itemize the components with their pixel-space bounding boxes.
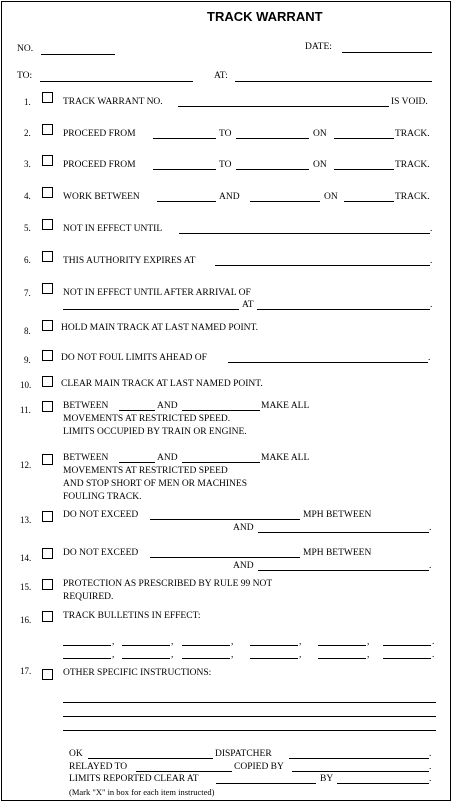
- item-number: 3.: [24, 159, 31, 169]
- item-text: MPH BETWEEN: [303, 548, 372, 558]
- bulletin-field[interactable]: [383, 645, 431, 646]
- item-number: 8.: [24, 326, 31, 336]
- instructions-line[interactable]: [63, 716, 436, 717]
- item-6-checkbox[interactable]: [42, 251, 53, 262]
- warrant-number-field[interactable]: [178, 106, 389, 107]
- item-text: .: [430, 256, 433, 266]
- dispatcher-label: DISPATCHER: [215, 749, 272, 759]
- item-text: BETWEEN: [63, 453, 109, 463]
- ok-field[interactable]: [88, 758, 213, 759]
- item-9-checkbox[interactable]: [42, 350, 53, 361]
- limits-field[interactable]: [216, 783, 316, 784]
- item-text: ON: [313, 129, 327, 139]
- no-field[interactable]: [41, 54, 115, 55]
- item-7-checkbox[interactable]: [42, 283, 53, 294]
- item-text: AND: [233, 561, 254, 571]
- expires-field[interactable]: [215, 265, 430, 266]
- bulletin-separator: .: [432, 637, 435, 647]
- item-text: DO NOT EXCEED: [63, 548, 139, 558]
- arrival-of-field[interactable]: [63, 309, 239, 310]
- bulletin-field[interactable]: [250, 645, 298, 646]
- between-field[interactable]: [119, 410, 155, 411]
- item-number: 9.: [24, 355, 31, 365]
- item-text: MAKE ALL: [261, 401, 310, 411]
- item-number: 15.: [20, 582, 32, 592]
- form-title: TRACK WARRANT: [207, 9, 323, 24]
- bulletin-separator: ,: [171, 650, 174, 660]
- date-label: DATE:: [305, 42, 332, 52]
- bulletin-field[interactable]: [318, 658, 366, 659]
- bulletin-separator: ,: [367, 650, 370, 660]
- item-1-checkbox[interactable]: [42, 92, 53, 103]
- item-3-checkbox[interactable]: [42, 155, 53, 166]
- to-label: TO:: [17, 71, 33, 81]
- item-number: 7.: [24, 288, 31, 298]
- instructions-line[interactable]: [63, 702, 436, 703]
- item-8-checkbox[interactable]: [42, 320, 53, 331]
- item-2-checkbox[interactable]: [42, 124, 53, 135]
- item-text: BETWEEN: [63, 401, 109, 411]
- relayed-label: RELAYED TO: [69, 762, 128, 772]
- bulletin-separator: ,: [231, 650, 234, 660]
- item-text: AND: [157, 453, 178, 463]
- item-number: 17.: [20, 666, 32, 676]
- item-number: 2.: [24, 128, 31, 138]
- item-15-checkbox[interactable]: [42, 579, 53, 590]
- item-text: WORK BETWEEN: [63, 192, 140, 202]
- item-text: NOT IN EFFECT UNTIL: [63, 224, 163, 234]
- item-text: MPH BETWEEN: [303, 510, 372, 520]
- item-text: TO: [219, 160, 232, 170]
- no-label: NO.: [17, 44, 34, 54]
- period: .: [429, 762, 432, 772]
- from-field[interactable]: [153, 169, 216, 170]
- bulletin-field[interactable]: [318, 645, 366, 646]
- arrival-at-field[interactable]: [257, 309, 430, 310]
- and-field[interactable]: [258, 570, 429, 571]
- bulletin-field[interactable]: [63, 645, 111, 646]
- item-text: TRACK BULLETINS IN EFFECT:: [63, 611, 201, 621]
- at-field[interactable]: [235, 81, 432, 82]
- item-text: DO NOT EXCEED: [63, 510, 139, 520]
- bulletin-field[interactable]: [63, 658, 111, 659]
- item-text: AND: [157, 401, 178, 411]
- bulletin-separator: ,: [171, 637, 174, 647]
- item-text: MAKE ALL: [261, 453, 310, 463]
- ok-label: OK: [69, 749, 83, 759]
- item-number: 14.: [20, 553, 32, 563]
- item-text: PROCEED FROM: [63, 129, 136, 139]
- instructions-line[interactable]: [63, 730, 436, 731]
- item-4-checkbox[interactable]: [42, 187, 53, 198]
- item-number: 1.: [24, 97, 31, 107]
- by-label: BY: [320, 774, 334, 784]
- and-field[interactable]: [250, 201, 320, 202]
- item-text: .: [429, 561, 432, 571]
- bulletin-separator: ,: [299, 650, 302, 660]
- relayed-field[interactable]: [136, 771, 232, 772]
- item-text: .: [428, 353, 431, 363]
- item-number: 11.: [20, 405, 31, 415]
- between-field[interactable]: [119, 462, 155, 463]
- item-text: TRACK.: [395, 160, 430, 170]
- item-13-checkbox[interactable]: [42, 511, 53, 522]
- item-text: .: [430, 300, 433, 310]
- item-text: TRACK WARRANT NO.: [63, 97, 163, 107]
- bulletin-field[interactable]: [182, 645, 230, 646]
- item-number: 16.: [20, 615, 32, 625]
- bulletin-separator: ,: [231, 637, 234, 647]
- item-number: 13.: [20, 515, 32, 525]
- item-number: 12.: [20, 460, 32, 470]
- bulletin-separator: .: [432, 650, 435, 660]
- bulletin-field[interactable]: [122, 645, 170, 646]
- copied-field[interactable]: [292, 771, 429, 772]
- item-text: TRACK.: [395, 192, 430, 202]
- bulletin-separator: ,: [367, 637, 370, 647]
- item-text: TRACK.: [395, 129, 430, 139]
- item-text: IS VOID.: [391, 97, 428, 107]
- item-text: ON: [324, 192, 338, 202]
- on-field[interactable]: [334, 138, 394, 139]
- mph-field[interactable]: [150, 519, 300, 520]
- item-text: OTHER SPECIFIC INSTRUCTIONS:: [63, 668, 212, 678]
- and-field[interactable]: [258, 532, 429, 533]
- item-text: LIMITS OCCUPIED BY TRAIN OR ENGINE.: [63, 427, 247, 437]
- item-5-checkbox[interactable]: [42, 219, 53, 230]
- item-text: MOVEMENTS AT RESTRICTED SPEED.: [63, 414, 231, 424]
- limits-label: LIMITS REPORTED CLEAR AT: [69, 774, 199, 784]
- item-text: ON: [313, 160, 327, 170]
- item-text: PROTECTION AS PRESCRIBED BY RULE 99 NOT: [63, 579, 273, 589]
- item-11-checkbox[interactable]: [42, 401, 53, 412]
- item-number: 4.: [24, 191, 31, 201]
- by-field[interactable]: [337, 783, 429, 784]
- item-text: DO NOT FOUL LIMITS AHEAD OF: [61, 353, 207, 363]
- and-field[interactable]: [182, 462, 260, 463]
- item-text: AT: [242, 300, 254, 310]
- item-text: .: [429, 523, 432, 533]
- date-field[interactable]: [342, 52, 432, 53]
- item-text: CLEAR MAIN TRACK AT LAST NAMED POINT.: [61, 379, 263, 389]
- and-field[interactable]: [182, 410, 260, 411]
- bulletin-field[interactable]: [122, 658, 170, 659]
- item-16-checkbox[interactable]: [42, 611, 53, 622]
- item-14-checkbox[interactable]: [42, 548, 53, 559]
- bulletin-field[interactable]: [250, 658, 298, 659]
- until-field[interactable]: [179, 233, 430, 234]
- item-number: 5.: [24, 223, 31, 233]
- item-text: AND STOP SHORT OF MEN OR MACHINES: [63, 479, 248, 489]
- item-number: 6.: [24, 255, 31, 265]
- item-12-checkbox[interactable]: [42, 454, 53, 465]
- bulletin-separator: ,: [112, 650, 115, 660]
- to-field[interactable]: [236, 138, 309, 139]
- item-text: TO: [219, 129, 232, 139]
- copied-label: COPIED BY: [234, 762, 284, 772]
- item-text: AND: [233, 523, 254, 533]
- dispatcher-field[interactable]: [289, 758, 429, 759]
- item-text: PROCEED FROM: [63, 160, 136, 170]
- item-text: THIS AUTHORITY EXPIRES AT: [63, 256, 196, 266]
- item-17-checkbox[interactable]: [42, 669, 53, 680]
- bulletin-field[interactable]: [383, 658, 431, 659]
- bulletin-separator: ,: [299, 637, 302, 647]
- between-field[interactable]: [157, 201, 216, 202]
- period: .: [429, 774, 432, 784]
- item-number: 10.: [20, 380, 32, 390]
- mph-field[interactable]: [150, 557, 300, 558]
- item-text: NOT IN EFFECT UNTIL AFTER ARRIVAL OF: [63, 288, 251, 298]
- item-text: REQUIRED.: [63, 592, 114, 602]
- on-field[interactable]: [344, 201, 394, 202]
- bulletin-separator: ,: [112, 637, 115, 647]
- item-text: HOLD MAIN TRACK AT LAST NAMED POINT.: [61, 323, 258, 333]
- footer-note: (Mark "X" in box for each item instructed): [69, 787, 215, 797]
- track-warrant-form: [1, 1, 451, 801]
- period: .: [429, 749, 432, 759]
- foul-limits-field[interactable]: [228, 362, 428, 363]
- on-field[interactable]: [334, 169, 394, 170]
- at-label: AT:: [214, 71, 228, 81]
- item-text: FOULING TRACK.: [63, 492, 142, 502]
- item-text: .: [430, 224, 433, 234]
- from-field[interactable]: [153, 138, 216, 139]
- item-10-checkbox[interactable]: [42, 376, 53, 387]
- to-field[interactable]: [236, 169, 309, 170]
- item-text: MOVEMENTS AT RESTRICTED SPEED: [63, 466, 228, 476]
- bulletin-field[interactable]: [182, 658, 230, 659]
- item-text: AND: [219, 192, 240, 202]
- to-field[interactable]: [40, 81, 193, 82]
